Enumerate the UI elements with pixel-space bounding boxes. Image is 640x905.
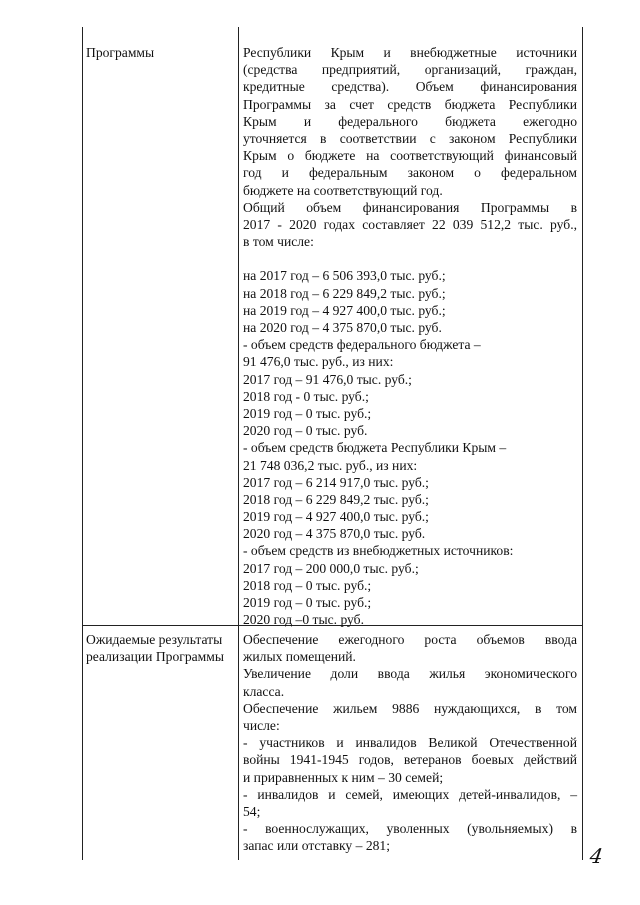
label-line: реализации Программы <box>86 649 224 665</box>
text-line: 2017 - 2020 годах составляет 22 039 512,2 тыс. руб., <box>243 216 577 232</box>
text-line: год и федеральным законом о федеральном <box>243 165 577 181</box>
text-line: и приравненных к ним – 30 семей; <box>243 769 444 785</box>
text-line: Программы за счет средств бюджета Республики <box>243 96 577 112</box>
text-line: в том числе: <box>243 234 314 250</box>
text-line: Крым о бюджете на соответствующий финансовый <box>243 148 577 164</box>
table-column-divider <box>238 27 239 860</box>
text-line: 2019 год – 4 927 400,0 тыс. руб.; <box>243 509 429 525</box>
text-line: - военнослужащих, уволенных (увольняемых) в <box>243 821 577 837</box>
text-line: на 2019 год – 4 927 400,0 тыс. руб.; <box>243 302 446 318</box>
text-line: бюджете на соответствующий год. <box>243 182 443 198</box>
row1-value <box>243 44 577 628</box>
text-line: Обеспечение ежегодного роста объемов ввода <box>243 632 577 647</box>
text-line: 2018 год - 0 тыс. руб.; <box>243 388 369 404</box>
text-line: 2018 год – 0 тыс. руб.; <box>243 577 372 593</box>
text-line: - объем средств из внебюджетных источников: <box>243 543 514 559</box>
text-line: Увеличение доли ввода жилья экономического <box>243 666 577 682</box>
text-line: 2017 год – 91 476,0 тыс. руб.; <box>243 371 412 387</box>
text-line: 21 748 036,2 тыс. руб., из них: <box>243 457 418 473</box>
text-line: на 2020 год – 4 375 870,0 тыс. руб. <box>243 320 442 335</box>
text-line: 2019 год – 0 тыс. руб.; <box>243 405 372 421</box>
text-line: - участников и инвалидов Великой Отечественной <box>243 735 577 751</box>
text-line: на 2017 год – 6 506 393,0 тыс. руб.; <box>243 268 446 284</box>
text-line: на 2018 год – 6 229 849,2 тыс. руб.; <box>243 285 446 301</box>
text-line: 2017 год – 200 000,0 тыс. руб.; <box>243 560 419 576</box>
page-number: 4 <box>588 844 605 868</box>
row2-label <box>86 631 238 665</box>
row1-label <box>86 44 238 61</box>
table-left-border <box>82 27 83 860</box>
row1-label-text: Программы <box>86 45 155 60</box>
text-line: Общий объем финансирования Программы в <box>243 199 577 215</box>
text-line: Крым и федерального бюджета ежегодно <box>243 113 577 129</box>
text-line: 2020 год – 4 375 870,0 тыс. руб. <box>243 526 426 542</box>
text-line: 2018 год – 6 229 849,2 тыс. руб.; <box>243 491 429 507</box>
text-line: числе: <box>243 717 280 733</box>
text-line: кредитные средства). Объем финансирования <box>243 79 577 95</box>
text-line: - объем средств федерального бюджета – <box>243 337 481 353</box>
blank-line <box>243 250 577 267</box>
text-line: 2017 год – 6 214 917,0 тыс. руб.; <box>243 474 429 490</box>
text-line: 2019 год – 0 тыс. руб.; <box>243 595 372 610</box>
text-line: войны 1941-1945 годов, ветеранов боевых действий <box>243 752 577 768</box>
text-line: - объем средств бюджета Республики Крым – <box>243 440 507 456</box>
text-line: уточняется в соответствии с законом Республики <box>243 130 577 146</box>
text-line: (средства предприятий, организаций, граждан, <box>243 62 577 78</box>
text-line: - инвалидов и семей, имеющих детей-инвалидов, – <box>243 786 577 802</box>
text-line: 54; <box>243 803 261 819</box>
text-line: запас или отставку – 281; <box>243 838 390 854</box>
table-right-border <box>582 27 583 860</box>
text-line: Обеспечение жильем 9886 нуждающихся, в том <box>243 700 577 716</box>
text-line: Республики Крым и внебюджетные источники <box>243 45 577 60</box>
label-line: Ожидаемые результаты <box>86 632 223 647</box>
text-line: 2020 год –0 тыс. руб. <box>243 612 364 628</box>
text-line: класса. <box>243 683 285 699</box>
text-line: жилых помещений. <box>243 649 356 665</box>
text-line: 91 476,0 тыс. руб., из них: <box>243 354 394 370</box>
row2-value <box>243 631 577 854</box>
text-line: 2020 год – 0 тыс. руб. <box>243 423 368 439</box>
